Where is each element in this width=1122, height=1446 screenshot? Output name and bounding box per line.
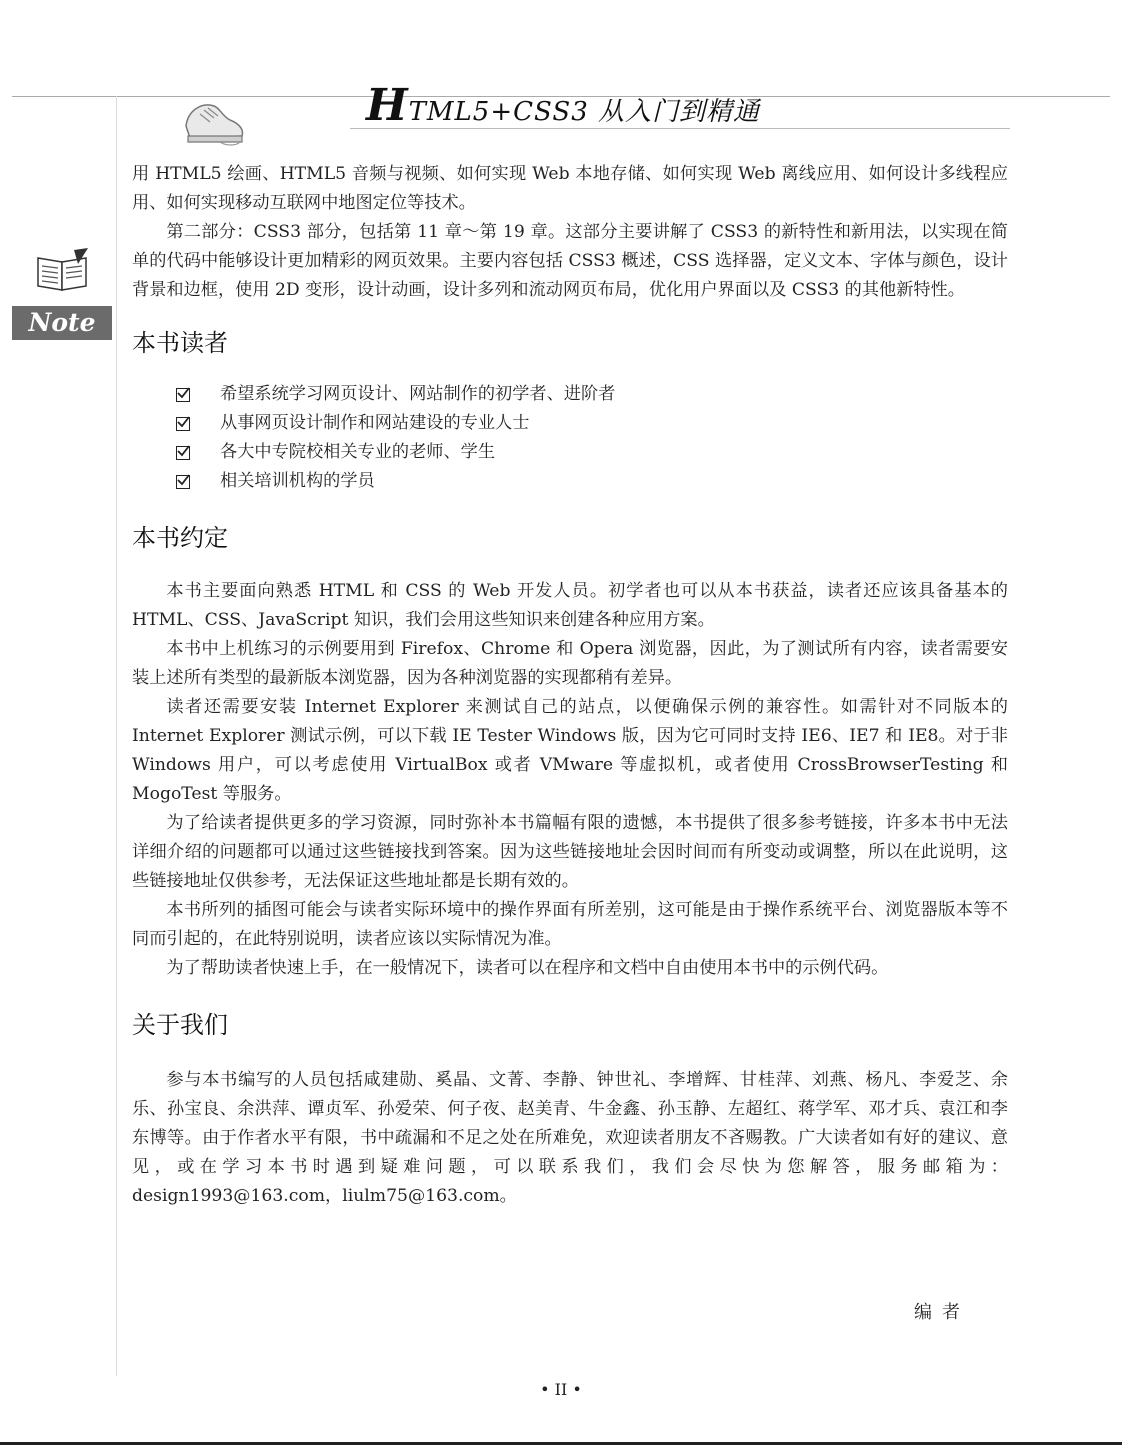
bottom-edge-rule — [0, 1442, 1122, 1445]
reader-item-text: 从事网页设计制作和网站建设的专业人士 — [220, 413, 530, 433]
sneaker-mascot-icon — [180, 96, 250, 152]
running-header-title — [366, 80, 760, 131]
intro-paragraph-1: 用 HTML5 绘画、HTML5 音频与视频、如何实现 Web 本地存储、如何实现 Web 离线应用、如何设计多线程应用、如何实现移动互联网中地图定位等技术。 — [132, 164, 1008, 213]
checkbox-icon — [176, 417, 190, 431]
header-title-initial: H — [366, 80, 409, 131]
checkbox-icon — [176, 388, 190, 402]
page-number: • II • — [540, 1380, 582, 1399]
intro-paragraph-2: 第二部分：CSS3 部分，包括第 11 章～第 19 章。这部分主要讲解了 CSS3 的新特性和新用法，以实现在简单的代码中能够设计更加精彩的网页效果。主要内容包括 CSS3 概述，CSS 选择器，定义文本、字体与颜色，设计背景和边框，使用 2D 变形，设计动画，设计多列和流动网页布局，优化用户界面以及 CSS3 的其他新特性。 — [132, 222, 1008, 300]
list-item — [176, 380, 1008, 409]
list-item — [176, 438, 1008, 467]
margin-rule — [116, 96, 117, 1376]
conventions-paragraph-5: 本书所列的插图可能会与读者实际环境中的操作界面有所差别，这可能是由于操作系统平台、浏览器版本等不同而引起的，在此特别说明，读者应该以实际情况为准。 — [132, 900, 1008, 949]
reader-item-text: 相关培训机构的学员 — [220, 471, 375, 491]
conventions-heading: 本书约定 — [132, 524, 228, 552]
about-heading: 关于我们 — [132, 1011, 228, 1039]
list-item — [176, 409, 1008, 438]
conventions-paragraph-3: 读者还需要安装 Internet Explorer 来测试自己的站点，以便确保示例的兼容性。如需针对不同版本的 Internet Explorer 测试示例，可以下载 IE Tester Windows 版，因为它可同时支持 IE6、IE7 和 IE8。对于非 Windows 用户，可以考虑使用 VirtualBox 或者 VMware 等虚拟机，或者使用 CrossBrowserTesting 和 MogoTest 等服务。 — [132, 697, 1008, 804]
note-badge: Note — [12, 306, 112, 340]
readers-list — [132, 380, 1008, 496]
reader-item-text: 各大中专院校相关专业的老师、学生 — [220, 442, 496, 462]
conventions-paragraph-6: 为了帮助读者快速上手，在一般情况下，读者可以在程序和文档中自由使用本书中的示例代码。 — [166, 958, 889, 978]
page-content — [132, 160, 1008, 1211]
readers-heading: 本书读者 — [132, 329, 228, 357]
header-title-rest: TML5+CSS3 从入门到精通 — [408, 97, 761, 127]
open-book-icon — [34, 246, 92, 294]
checkbox-icon — [176, 475, 190, 489]
list-item — [176, 467, 1008, 496]
conventions-paragraph-1: 本书主要面向熟悉 HTML 和 CSS 的 Web 开发人员。初学者也可以从本书获益，读者还应该具备基本的 HTML、CSS、JavaScript 知识，我们会用这些知识来创建各种应用方案。 — [132, 581, 1008, 630]
reader-item-text: 希望系统学习网页设计、网站制作的初学者、进阶者 — [220, 384, 616, 404]
conventions-paragraph-4: 为了给读者提供更多的学习资源，同时弥补本书篇幅有限的遗憾，本书提供了很多参考链接，许多本书中无法详细介绍的问题都可以通过这些链接找到答案。因为这些链接地址会因时间而有所变动或调整，所以在此说明，这些链接地址仅供参考，无法保证这些地址都是长期有效的。 — [132, 813, 1008, 891]
author-signature: 编者 — [914, 1302, 970, 1323]
conventions-paragraph-2: 本书中上机练习的示例要用到 Firefox、Chrome 和 Opera 浏览器，因此，为了测试所有内容，读者需要安装上述所有类型的最新版本浏览器，因为各种浏览器的实现都稍有差异。 — [132, 639, 1008, 688]
about-paragraph: 参与本书编写的人员包括咸建勋、奚晶、文菁、李静、钟世礼、李增辉、甘桂萍、刘燕、杨凡、李爱芝、余乐、孙宝良、余洪萍、谭贞军、孙爱荣、何子夜、赵美青、牛金鑫、孙玉静、左超红、蒋学军、邓才兵、袁江和李东博等。由于作者水平有限，书中疏漏和不足之处在所难免，欢迎读者朋友不吝赐教。广大读者如有好的建议、意见，或在学习本书时遇到疑难问题，可以联系我们，我们会尽快为您解答，服务邮箱为：design1993@163.com，liulm75@163.com。 — [132, 1070, 1008, 1206]
checkbox-icon — [176, 446, 190, 460]
